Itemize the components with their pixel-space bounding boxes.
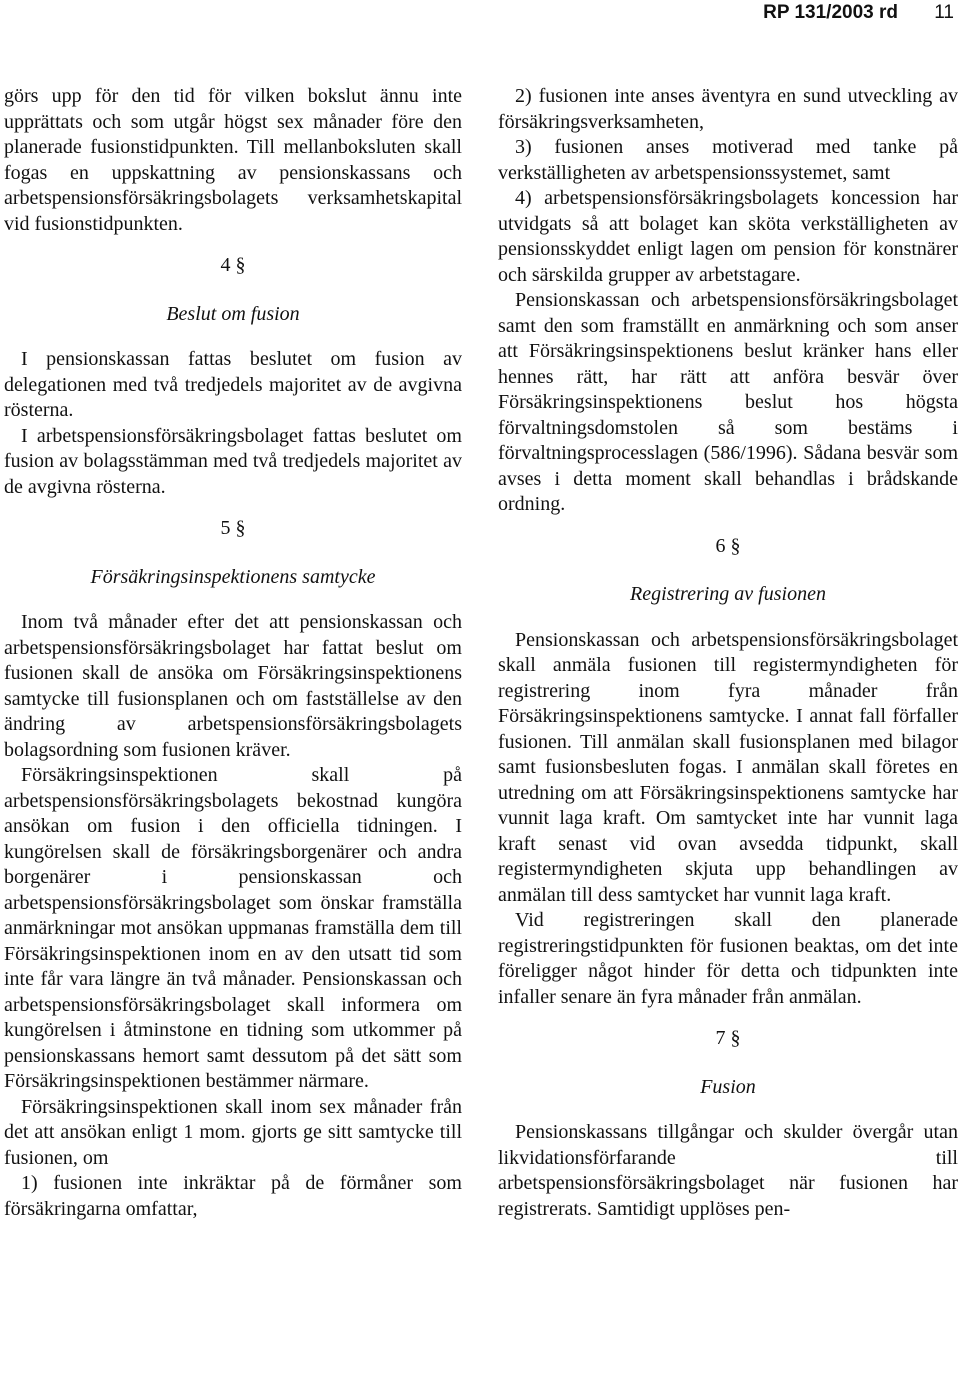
section-number: 4 §: [220, 254, 246, 276]
paragraph: Vid registreringen skall den planerade registreringstidpunkten för fusionen beaktas, om det inte föreligger något hinder för detta och tidpunkten inte infaller senare än fyra månader från anmälan.: [498, 909, 958, 1008]
paragraph: 4) arbetspensionsförsäkringsbolagets koncession har utvidgats så att bolaget kan sköta verkställigheten av pensionsskyddet enligt lagen om pension för konstnärer och särskilda grupper av arbetstagare.: [498, 187, 958, 286]
page-number: 11: [934, 2, 954, 23]
section-number: 6 §: [715, 534, 741, 557]
paragraph: I pensionskassan fattas beslutet om fusion av delegationen med två tredjedels majoritet av de avgivna rösterna.: [4, 348, 462, 421]
section-title: Beslut om fusion: [166, 302, 300, 325]
paragraph: Pensionskassans tillgångar och skulder övergår utan likvidationsförfarande till arbetspensionsförsäkringsbolaget när fusionen har registrerats. Samtidigt upplöses pen-: [498, 1121, 958, 1220]
paragraph: Försäkringsinspektionen skall på arbetspensionsförsäkringsbolagets bekostnad kungöra ansökan om fusion i den officiella tidningen. I kungörelsen skall de försäkringsborgenärer och andra borgenärer i pensionskassan och arbetspensionsförsäkringsbolaget som önskar framställa anmärkningar mot ansökan uppmanas framställa dem till Försäkringsinspektionen inom en av den utsatt tid som inte får vara längre än två månader. Pensionskassan och arbetspensionsförsäkringsbolaget skall informera om kungörelsen i åtminstone en tidning som utkommer på pensionskassans hemort samt dessutom på det sätt som Försäkringsinspektionen bestämmer närmare.: [4, 764, 462, 1092]
left-column: [4, 84, 462, 1222]
paragraph: Försäkringsinspektionen skall inom sex månader från det att ansökan enligt 1 mom. gjorts ge sitt samtycke till fusionen, om: [4, 1095, 462, 1169]
right-column: [498, 84, 958, 1222]
paragraph: 1) fusionen inte inkräktar på de förmåner som försäkringarna omfattar,: [4, 1172, 462, 1220]
document-reference: RP 131/2003 rd: [763, 2, 898, 23]
section-title: Fusion: [700, 1075, 756, 1098]
section-title: Registrering av fusionen: [630, 583, 826, 605]
section-number: 5 §: [220, 517, 246, 539]
section-number: 7 §: [715, 1027, 741, 1049]
paragraph: 2) fusionen inte anses äventyra en sund utveckling av försäkringsverksamheten,: [498, 85, 958, 133]
page-header: [0, 2, 960, 32]
paragraph: Inom två månader efter det att pensionskassan och arbetspensionsförsäkringsbolaget har fattat beslut om fusionen skall de ansöka om Försäkringsinspektionens samtycke till fusionsplanen och om fastställelse av den ändring av arbetspensionsförsäkringsbolagets bolagsordning som fusionen kräver.: [4, 611, 462, 761]
paragraph: 3) fusionen anses motiverad med tanke på verkställigheten av arbetspensionssystemet, samt: [498, 136, 958, 184]
paragraph: I arbetspensionsförsäkringsbolaget fattas beslutet om fusion av bolagsstämman med två tredjedels majoritet av de avgivna rösterna.: [4, 424, 462, 498]
paragraph: Pensionskassan och arbetspensionsförsäkringsbolaget skall anmäla fusionen till registermyndigheten för registrering inom fyra månader från Försäkringsinspektionens samtycke. I annat fall förfaller fusionen. Till anmälan skall fusionsplanen med bilagor samt fusionsbesluten fogas. I anmälan skall företes en utredning om att Försäkringsinspektionens samtycke har vunnit laga kraft. Om samtycket inte har vunnit laga kraft senast vid ovan avsedda tidpunkt, skall registermyndigheten skjuta upp behandlingen av anmälan till dess samtycket har vunnit laga kraft.: [498, 628, 958, 906]
section-title: Försäkringsinspektionens samtycke: [90, 565, 376, 588]
paragraph: Pensionskassan och arbetspensionsförsäkringsbolaget samt den som framställt en anmärkning och som anser att Försäkringsinspektionens beslut kränker hans eller hennes rätt, har rätt att anföra besvär över Försäkringsinspektionens beslut hos högsta förvaltningsdomstolen så som bestäms i förvaltningsprocesslagen (586/1996). Sådana besvär som avses i detta moment skall behandlas i brådskande ordning.: [498, 289, 958, 515]
paragraph: görs upp för den tid för vilken bokslut ännu inte upprättats och som utgår högst sex månader före den planerade fusionstidpunkten. Till mellanboksluten skall fogas en uppskattning av pensionskassans och arbetspensionsförsäkringsbolagets verksamhetskapital vid fusionstidpunkten.: [4, 85, 462, 235]
